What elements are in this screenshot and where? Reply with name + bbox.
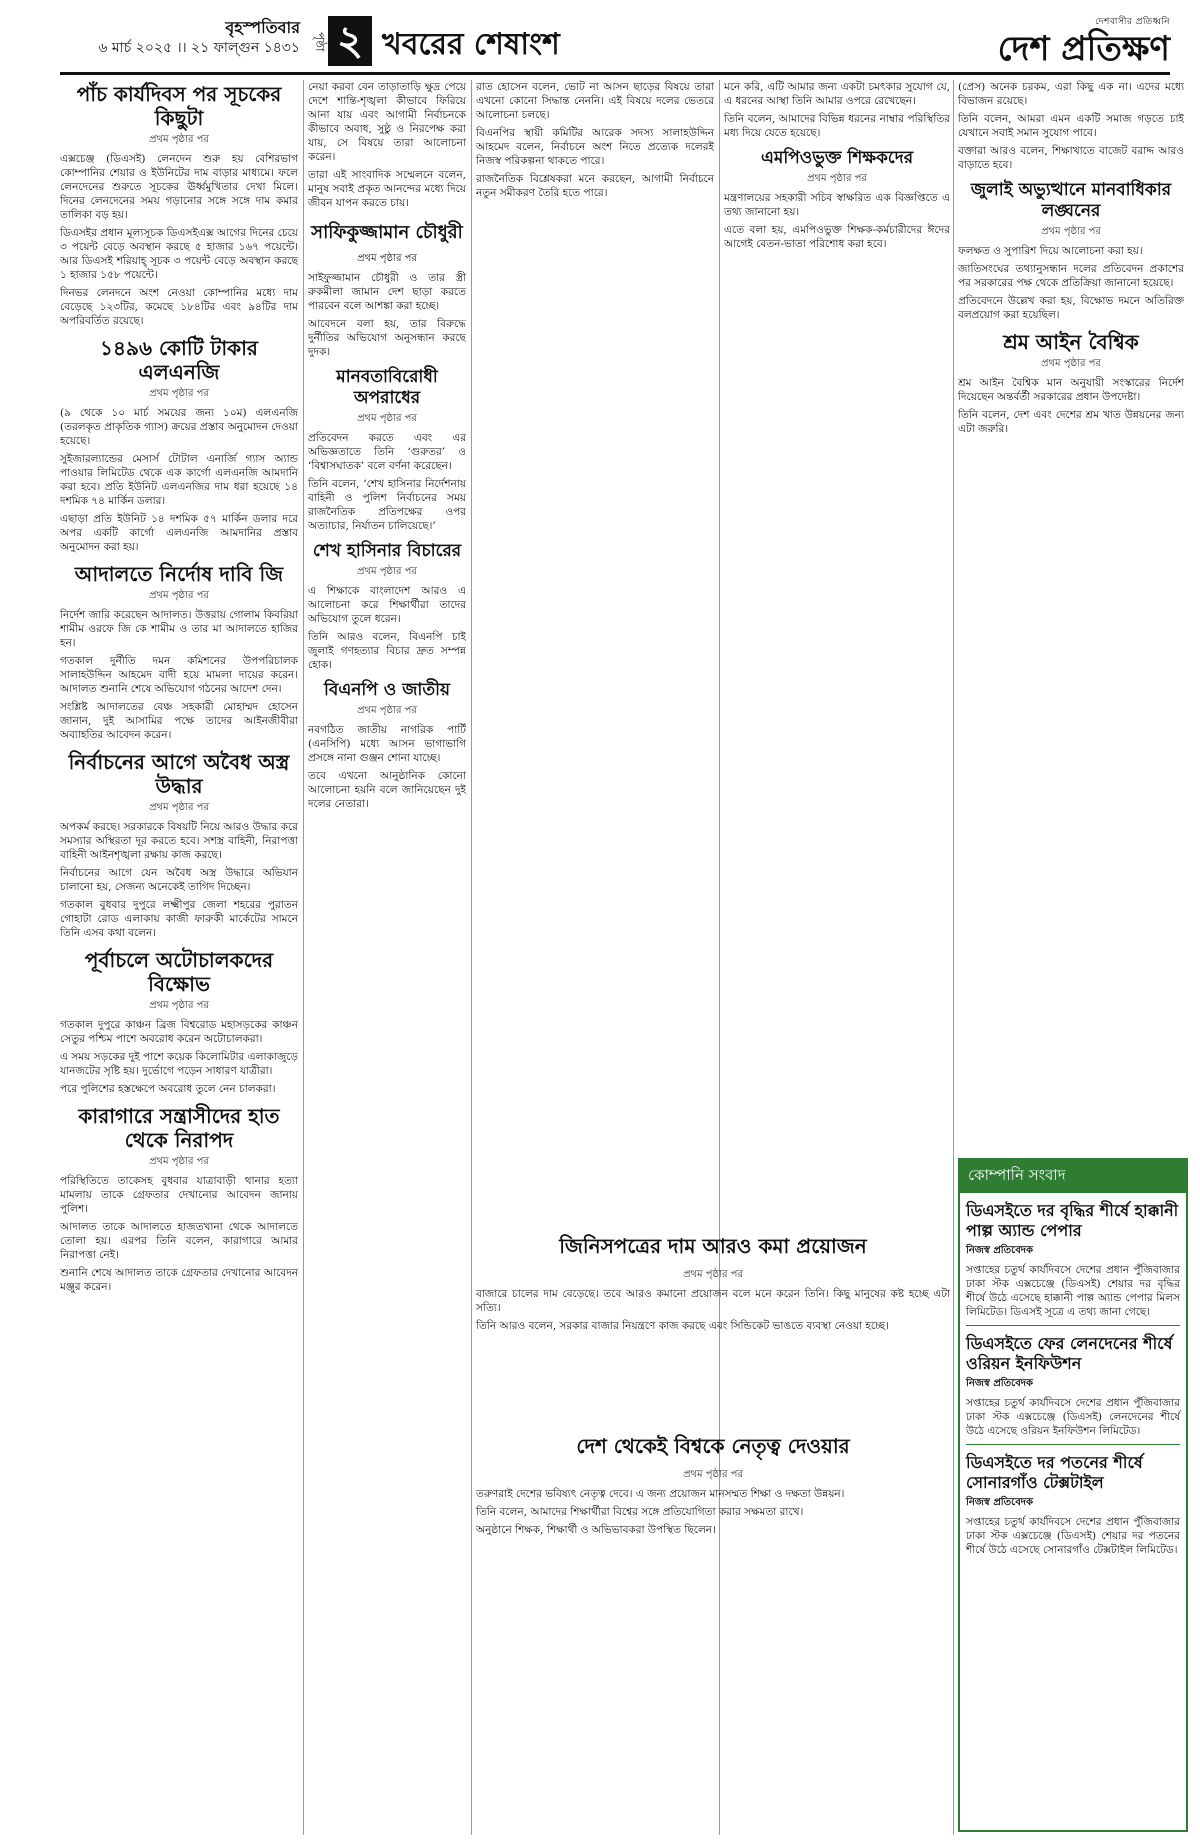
article-paragraph: তিনি বলেন, আমাদের বিভিন্ন ধরনের নাম্বার পরিস্থিতির মধ্য দিয়ে যেতে হয়েছে।: [724, 113, 950, 139]
column-rule: [719, 80, 720, 1835]
article-paragraph: অনুষ্ঠানে শিক্ষক, শিক্ষার্থী ও অভিভাবকরা উপস্থিত ছিলেন।: [476, 1524, 716, 1536]
article-title: পূর্বাচলে অটোচালকদের বিক্ষোভ: [84, 948, 274, 996]
article-paragraph: গতকাল বুধবার দুপুরে লক্ষ্মীপুর জেলা শহরের পুরাতন গোহাটা রোড এলাকায় কাজী ফারুকী মার্কেটের সামনে তিনি এসব কথা বলেন।: [60, 899, 298, 939]
article-paragraph: নবগঠিত জাতীয় নাগরিক পার্টি (এনসিপি) মধ্যে আসন ভাগাভাগি প্রসঙ্গে নানা গুঞ্জন শোনা যাচ্ছে।: [308, 724, 466, 764]
article-paragraph: পরে পুলিশের হস্তক্ষেপে অবরোধ তুলে নেন চালকরা।: [60, 1083, 276, 1095]
article-paragraph: এছাড়া প্রতি ইউনিট ১৪ দশমিক ৫৭ মার্কিন ডলার দরে অপর একটি কার্গো এলএনজি আমদানির প্রস্তাব অনুমোদন করা হয়।: [60, 513, 298, 553]
article-paragraph: শুনানি শেষে আদালত তাকে গ্রেফতার দেখানোর আবেদন মঞ্জুর করেন।: [60, 1267, 298, 1293]
continued-label: প্রথম পৃষ্ঠার পর: [149, 802, 209, 813]
column-1: [60, 80, 298, 1835]
company-news-header: কোম্পানি সংবাদ: [960, 1160, 1186, 1193]
continued-label: প্রথম পৃষ্ঠার পর: [149, 134, 209, 145]
column-4: [724, 80, 950, 1223]
continued-label: প্রথম পৃষ্ঠার পর: [357, 566, 417, 577]
article-market-index: [60, 82, 298, 328]
article-title: শ্রম আইন বৈশ্বিক: [1003, 330, 1139, 354]
article-paragraph: আদালত তাকে আদালতে হাজতখানা থেকে আদালতে তোলা হয়। এরপর তিনি বলেন, কারাগারে আমার নিরাপত্তা নেই।: [60, 1221, 298, 1261]
article-paragraph: নির্দেশ জারি করেছেন আদালত। উত্তরায় গোলাম কিবরিয়া শামীম ওরফে জি কে শামীম ও তার মা আদালতে হাজির হন।: [60, 609, 298, 649]
logo-name: দেশ প্রতিক্ষণ: [997, 29, 1170, 69]
article-paragraph: ফলক্ষত ও সুপারিশ দিয়ে আলোচনা করা হয়।: [958, 245, 1143, 257]
article-prison: [60, 1104, 298, 1294]
page-number: ২: [328, 16, 372, 66]
article-title: দেশ থেকেই বিশ্বকে নেতৃত্ব দেওয়ার: [576, 1434, 850, 1458]
article-paragraph: নেয়া করবা বেন তাড়াতাড়ি ক্ষুদ্র পেয়ে দেশে শান্তি-শৃঙ্খলা কীভাবে ফিরিয়ে আনা যায় এবং আগামী নির্বাচনকে কীভাবে অবাধ, সুষ্ঠু ও নিরপেক্ষ করা যায়, সে বিষয়ে তারা আলোচনা করেন।: [308, 81, 466, 163]
article-paragraph: নির্বাচনের আগে যেন অবৈধ অস্ত্র উদ্ধারে অভিযান চালানো হয়, সেজন্য অনেকেই তাগিদ দিচ্ছেন।: [60, 867, 298, 893]
article-paragraph: এ শিক্ষাকে বাংলাদেশ আরও এ আলোচনা করে শিক্ষার্থীরা তাদের অভিযোগ তুলে ধরেন।: [308, 585, 466, 625]
article-labour-law: [958, 330, 1184, 436]
company-news-title: ডিএসইতে দর বৃদ্ধির শীর্ষে হাক্কানী পাল্প অ্যান্ড পেপার: [966, 1201, 1179, 1240]
column-5: [958, 80, 1184, 1143]
article-title: মানবতাবিরোধী অপরাধের: [336, 367, 438, 408]
article-paragraph: বক্তারা আরও বলেন, শিক্ষাখাতে বাজেট বরাদ্দ আরও বাড়াতে হবে।: [958, 145, 1184, 171]
company-news-body: সপ্তাহের চতুর্থ কার্যদিবসে দেশের প্রধান পুঁজিবাজার ঢাকা স্টক এক্সচেঞ্জে (ডিএসই) লেনদেনের শীর্ষে উঠে এসেছে ওরিয়ন ইনফিউশন লিমিটেড।: [966, 1397, 1180, 1437]
newspaper-logo: [998, 14, 1170, 69]
date-block: [60, 18, 300, 58]
article-paragraph: গতকাল দুপুরে কাঞ্চন ব্রিজ বিশ্বরোড মহাসড়কের কাঞ্চন সেতুর পশ্চিম পাশে অবরোধ করেন অটোচালকরা।: [60, 1019, 298, 1045]
article-paragraph: পরিস্থিতিতে তাকেসহ বুধবার যাত্রাবাড়ী থানার হত্যা মামলায় তাকে গ্রেফতার দেখানোর আবেদন জানায় পুলিশ।: [60, 1175, 298, 1215]
divider: [966, 1325, 1180, 1326]
article-paragraph: প্রতিবেদন করতে এবং এর অভিজ্ঞতাতে তিনি ‘গুরুতর’ ও ‘বিশ্বাসঘাতক’ বলে বর্ণনা করেছেন।: [308, 432, 466, 472]
article-title: জিনিসপত্রের দাম আরও কমা প্রয়োজন: [559, 1234, 867, 1258]
article-paragraph: তিনি বলেন, আমরা এমন একটি সমাজ গড়তে চাই যেখানে সবাই সমান সুযোগ পাবে।: [958, 113, 1184, 139]
article-hasina-trial: [308, 541, 466, 672]
company-news-box: [958, 1158, 1188, 1832]
reporter: নিজস্ব প্রতিবেদক: [966, 1497, 1034, 1508]
article-safiquzzaman: [308, 218, 466, 359]
article-paragraph: তরুণরাই দেশের ভবিষ্যৎ নেতৃত্ব দেবে। এ জন্য প্রয়োজন মানসম্মত শিক্ষা ও দক্ষতা উন্নয়ন।: [476, 1488, 845, 1500]
continued-label: প্রথম পৃষ্ঠার পর: [149, 388, 209, 399]
article-paragraph: তিনি বলেন, ‘শেখ হাসিনার নির্দেশনায় বাহিনী ও পুলিশ নির্বাচনের সময় রাজনৈতিক প্রতিপক্ষের ওপর অত্যাচার, নির্যাতন চালিয়েছে।’: [308, 478, 466, 532]
article-paragraph: এতে বলা হয়, এমপিওভুক্ত শিক্ষক-কর্মচারীদের ঈদের আগেই বেতন-ভাতা পরিশোধ করা হবে।: [724, 224, 950, 250]
article-paragraph: এক্সচেঞ্জ (ডিএসই) লেনদেন শুরু হয় বেশিরভাগ কোম্পানির শেয়ার ও ইউনিটের দাম বাড়ার মাধ্যমে। ফলে লেনদেনের শুরুতে সূচকের ঊর্ধ্বমুখিতার দেখা মিলে। দিনের লেনদেনের সময় গড়ানোর সঙ্গে সঙ্গে দাম কমার তালিকা বড় হয়।: [60, 153, 298, 221]
article-prices: [476, 1230, 950, 1341]
article-title: আদালতে নির্দোষ দাবি জি: [74, 562, 284, 586]
article-july-rights: [958, 180, 1184, 322]
article-continuation: [308, 80, 466, 210]
continued-label: প্রথম পৃষ্ঠার পর: [683, 1469, 743, 1480]
article-paragraph: শ্রম আইন বৈশ্বিক মান অনুযায়ী সংস্কারের নির্দেশ দিয়েছেন অন্তর্বর্তী সরকারের প্রধান উপদেষ্টা।: [958, 377, 1184, 403]
continued-label: প্রথম পৃষ্ঠার পর: [357, 705, 417, 716]
reporter: নিজস্ব প্রতিবেদক: [966, 1245, 1034, 1256]
logo-tagline: দেশবাসীর প্রতিধ্বনি: [1095, 17, 1170, 27]
article-continuation: [958, 80, 1184, 172]
article-paragraph: তবে এখনো আনুষ্ঠানিক কোনো আলোচনা হয়নি বলে জানিয়েছেন দুই দলের নেতারা।: [308, 770, 466, 810]
article-body: [476, 1467, 950, 1537]
article-crimes-humanity: [308, 367, 466, 533]
weekday: বৃহস্পতিবার: [225, 18, 300, 37]
article-title: সাফিকুজ্জামান চৌধুরী: [311, 222, 463, 243]
article-paragraph: রাজনৈতিক বিশ্লেষকরা মনে করছেন, আগামী নির্বাচনে নতুন সমীকরণ তৈরি হতে পারে।: [476, 173, 714, 199]
column-2: [308, 80, 466, 1835]
article-paragraph: তিনি আরও বলেন, বিএনপি চাই জুলাই গণহত্যার বিচার দ্রুত সম্পন্ন হোক।: [308, 631, 466, 671]
company-news-title: ডিএসইতে দর পতনের শীর্ষে সোনারগাঁও টেক্সটাইল: [966, 1453, 1143, 1492]
article-world-leadership: [476, 1430, 950, 1545]
article-paragraph: সুইজারল্যান্ডের মেসার্স টোটাল এনার্জি গ্যাস অ্যান্ড পাওয়ার লিমিটেড থেকে এক কার্গো এলএনজি আমদানি করা হবে। প্রতি ইউনিট এলএনজির দাম ধরা হয়েছে ১৪ দশমিক ৭৪ মার্কিন ডলার।: [60, 453, 298, 507]
article-bnp-ncp: [308, 680, 466, 811]
continued-label: প্রথম পৃষ্ঠার পর: [683, 1269, 743, 1280]
article-paragraph: আবেদনে বলা হয়, তার বিরুদ্ধে দুর্নীতির অভিযোগ অনুসন্ধান করছে দুদক।: [308, 318, 466, 358]
article-paragraph: মনে করি, এটি আমার জন্য একটা চমৎকার সুযোগ যে, এ ধরনের আস্থা তিনি আমার ওপরে রেখেছেন।: [724, 81, 950, 107]
article-title: জুলাই অভ্যুত্থানে মানবাধিকার লঙ্ঘনের: [970, 180, 1172, 221]
article-paragraph: (প্রেস) অনেক চরকম, এরা কিছু এক না। এদের মধ্যে বিভাজন রয়েছে।: [958, 81, 1184, 107]
article-paragraph: রাত হোসেন বলেন, ভোট না আসন ছাড়ের বিষয়ে তারা এখনো কোনো সিদ্ধান্ত নেননি। এই বিষয়ে দলের ভেতরে আলোচনা চলছে।: [476, 81, 714, 121]
article-body: [476, 1267, 950, 1333]
continued-label: প্রথম পৃষ্ঠার পর: [1041, 226, 1101, 237]
article-mpo-teachers: [724, 148, 950, 251]
article-paragraph: তারা এই সাংবাদিক সম্মেলনে বলেন, মানুষ সবাই প্রকৃত আনন্দের মধ্যে দিয়ে জীবন যাপন করতে চায়।: [308, 169, 466, 209]
article-paragraph: গতকাল দুর্নীতি দমন কমিশনের উপপরিচালক সালাহউদ্দিন আহমেদ বাদী হয়ে মামলা দায়ের করেন। আদালত শুনানি শেষে অভিযোগ গঠনের আদেশ দেন।: [60, 655, 298, 695]
article-paragraph: সাইফুজ্জামান চৌধুরী ও তার স্ত্রী রুকমীলা জামান দেশ ছাড়া করতে পারবেন বলে আশঙ্কা করা হচ্ছে।: [308, 272, 466, 312]
article-title: ১৪৯৬ কোটি টাকার এলএনজি: [100, 336, 258, 384]
article-title: পাঁচ কার্যদিবস পর সূচকের কিছুটা: [76, 82, 282, 130]
article-title: নির্বাচনের আগে অবৈধ অস্ত্র উদ্ধার: [68, 750, 290, 798]
article-title: কারাগারে সন্ত্রাসীদের হাত থেকে নিরাপদ: [78, 1104, 280, 1152]
article-paragraph: ডিএসইর প্রধান মূল্যসূচক ডিএসইএক্স আগের দিনের চেয়ে ৩ পয়েন্ট বেড়ে অবস্থান করছে ৫ হাজার ১৬৭ পয়েন্টে। আর ডিএসই শরিয়াহ্ সূচক ৩ পয়েন্ট বেড়ে অবস্থান করছে ১ হাজার ১৫৮ পয়েন্টে।: [60, 227, 298, 281]
article-paragraph: প্রতিবেদনে উল্লেখ করা হয়, বিক্ষোভ দমনে অতিরিক্ত বলপ্রয়োগ করা হয়েছিল।: [958, 295, 1184, 321]
article-paragraph: তিনি আরও বলেন, সরকার বাজার নিয়ন্ত্রণে কাজ করছে এবং সিন্ডিকেট ভাঙতে ব্যবস্থা নেওয়া হচ্ছে।: [476, 1320, 889, 1332]
column-rule: [471, 80, 472, 1835]
column-rule: [953, 80, 954, 1835]
page-label: পৃষ্ঠা: [313, 32, 327, 52]
article-paragraph: জাতিসংঘের তথ্যানুসন্ধান দলের প্রতিবেদন প্রকাশের পর সরকারের পক্ষ থেকে প্রতিক্রিয়া জানানো হয়েছে।: [958, 263, 1184, 289]
article-paragraph: দিনভর লেনদনে অংশ নেওয়া কোম্পানির মধ্যে দাম বেড়েছে ১২৩টির, কমেছে ১৮৪টির এবং ৯৪টির দাম অপরিবর্তিত রয়েছে।: [60, 287, 298, 327]
article-paragraph: (৯ থেকে ১০ মার্চ সময়ের জন্য ১০ম) এলএনজি (তরলকৃত প্রাকৃতিক গ্যাস) ক্রয়ের প্রস্তাব অনুমোদন দেওয়া হয়েছে।: [60, 407, 298, 447]
reporter: নিজস্ব প্রতিবেদক: [966, 1378, 1034, 1389]
article-paragraph: তিনি বলেন, আমাদের শিক্ষার্থীরা বিশ্বের সঙ্গে প্রতিযোগিতা করার সক্ষমতা রাখে।: [476, 1506, 804, 1518]
article-paragraph: অপকর্ম করছে। সরকারকে বিষয়টি নিয়ে আরও উদ্ধার করে সমস্যার অস্থিরতা দূর করতে হবে। সশস্ত্র বাহিনী, নিরাপত্তা বাহিনী আইনশৃঙ্খলা রক্ষায় কাজ করছে।: [60, 821, 298, 861]
company-news-title: ডিএসইতে ফের লেনদেনের শীর্ষে ওরিয়ন ইনফিউশন: [966, 1334, 1173, 1373]
article-title: এমপিওভুক্ত শিক্ষকদের: [760, 148, 914, 168]
article-paragraph: মন্ত্রণালয়ের সহকারী সচিব স্বাক্ষরিত এক বিজ্ঞপ্তিতে এ তথ্য জানানো হয়।: [724, 192, 950, 218]
column-3: [476, 80, 714, 1223]
article-arms-recovery: [60, 750, 298, 940]
article-paragraph: বিএনপির স্থায়ী কমিটির আরেক সদস্য সালাহউদ্দিন আহমেদ বলেন, নির্বাচনে অংশ নিতে প্রত্যেক দলেরই নিজস্ব পরিকল্পনা থাকতে পারে।: [476, 127, 714, 167]
continued-label: প্রথম পৃষ্ঠার পর: [357, 253, 417, 264]
article-paragraph: বাজারে চালের দাম বেড়েছে। তবে আরও কমানো প্রয়োজন বলে মনে করেন তিনি। কিছু মানুষের কষ্ট হচ্ছে এটা সত্যি।: [476, 1288, 950, 1314]
article-lng: [60, 336, 298, 554]
article-paragraph: তিনি বলেন, দেশ এবং দেশের শ্রম খাত উন্নয়নের জন্য এটা জরুরি।: [958, 409, 1184, 435]
article-continuation: [476, 80, 714, 200]
continued-label: প্রথম পৃষ্ঠার পর: [149, 1000, 209, 1011]
article-court-gk: [60, 562, 298, 742]
article-auto-drivers: [60, 948, 298, 1096]
masthead: [60, 14, 1170, 75]
continued-label: প্রথম পৃষ্ঠার পর: [357, 413, 417, 424]
article-paragraph: এ সময় সড়কের দুই পাশে কয়েক কিলোমিটার এলাকাজুড়ে যানজটের সৃষ্টি হয়। দুর্ভোগে পড়েন সাধারণ যাত্রীরা।: [60, 1051, 298, 1077]
continued-label: প্রথম পৃষ্ঠার পর: [807, 173, 867, 184]
article-title: বিএনপি ও জাতীয়: [324, 680, 450, 700]
article-paragraph: সংশ্লিষ্ট আদালতের বেঞ্চ সহকারী মোহাম্মদ হোসেন জানান, দুই আসামির পক্ষে তাদের আইনজীবীরা অব্যাহতির আবেদন করেন।: [60, 701, 298, 741]
company-news-body: সপ্তাহের চতুর্থ কার্যদিবসে দেশের প্রধান পুঁজিবাজার ঢাকা স্টক এক্সচেঞ্জে (ডিএসই) শেয়ার দর বৃদ্ধির শীর্ষে উঠে এসেছে হাক্কানী পাল্প অ্যান্ড পেপার মিলস লিমিটেড। ডিএসই সূত্রে এ তথ্য জানা গেছে।: [966, 1264, 1180, 1318]
continued-label: প্রথম পৃষ্ঠার পর: [149, 1156, 209, 1167]
column-rule: [303, 80, 304, 1835]
article-continuation: [724, 80, 950, 140]
section-title: খবরের শেষাংশ: [382, 27, 560, 62]
company-news-body: সপ্তাহের চতুর্থ কার্যদিবসে দেশের প্রধান পুঁজিবাজার ঢাকা স্টক এক্সচেঞ্জে (ডিএসই) শেয়ার দর পতনের শীর্ষে উঠে এসেছে সোনারগাঁও টেক্সটাইল লিমিটেড।: [966, 1516, 1180, 1556]
continued-label: প্রথম পৃষ্ঠার পর: [1041, 358, 1101, 369]
article-title: শেখ হাসিনার বিচারের: [312, 541, 462, 561]
date: ৬ মার্চ ২০২৫ ।। ২১ ফাল্গুন ১৪৩১: [98, 40, 300, 56]
divider: [966, 1444, 1180, 1445]
continued-label: প্রথম পৃষ্ঠার পর: [149, 590, 209, 601]
